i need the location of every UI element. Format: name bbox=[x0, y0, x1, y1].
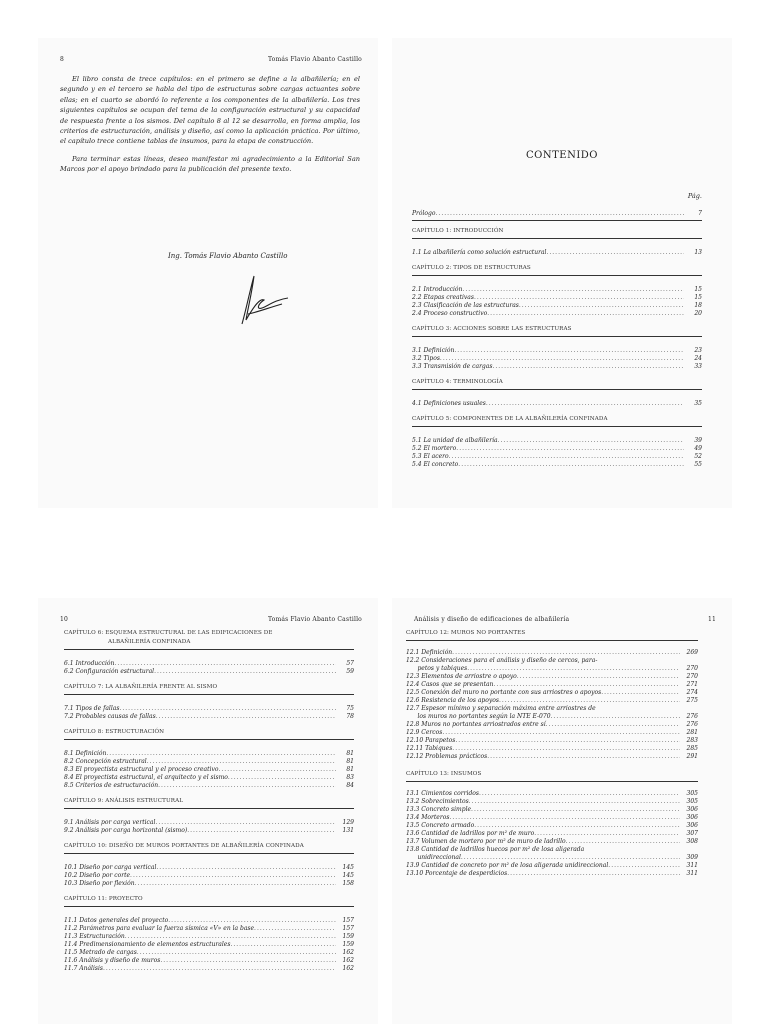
chapter-heading: CAPÍTULO 5: COMPONENTES DE LA ALBAÑILERÍA CONFINADA bbox=[412, 416, 608, 422]
divider bbox=[412, 426, 702, 427]
toc-entry bbox=[412, 347, 702, 355]
toc-entry bbox=[406, 689, 698, 697]
toc-entry bbox=[64, 660, 354, 668]
divider bbox=[64, 739, 354, 740]
toc-entry-label: 5.4 El concreto bbox=[412, 461, 459, 468]
toc-entry-page: 81 bbox=[346, 758, 354, 765]
toc-entry bbox=[64, 925, 354, 933]
toc-entry bbox=[64, 917, 354, 925]
toc-entry-page: 157 bbox=[342, 925, 354, 932]
toc-entry-page: 270 bbox=[686, 665, 698, 672]
toc-entry bbox=[64, 774, 354, 782]
toc-entry-page: 283 bbox=[686, 737, 698, 744]
toc-entry-label: 5.1 La unidad de albañilería bbox=[412, 437, 498, 444]
leader-dots bbox=[454, 347, 684, 355]
chapter-heading: CAPÍTULO 3: ACCIONES SOBRE LAS ESTRUCTURAS bbox=[412, 326, 572, 332]
leader-dots bbox=[551, 713, 680, 721]
divider bbox=[412, 220, 702, 221]
toc-entry-page: 24 bbox=[694, 355, 702, 362]
toc-entry bbox=[406, 737, 698, 745]
toc-entry-label: 13.8 Cantidad de ladrillos huecos por m² de losa aligerada bbox=[406, 846, 585, 853]
toc-entry bbox=[412, 437, 702, 445]
toc-entry-label: 12.2 Consideraciones para el análisis y diseño de cercos, para- bbox=[406, 657, 598, 664]
toc-entry bbox=[406, 745, 698, 753]
toc-entry bbox=[64, 819, 354, 827]
toc-entry-page: 276 bbox=[686, 713, 698, 720]
toc-entry-page: 291 bbox=[686, 753, 698, 760]
leader-dots bbox=[442, 729, 680, 737]
toc-entry-page: 145 bbox=[342, 872, 354, 879]
leader-dots bbox=[601, 689, 680, 697]
toc-entry bbox=[406, 806, 698, 814]
leader-dots bbox=[135, 880, 336, 888]
toc-entry bbox=[412, 355, 702, 363]
leader-dots bbox=[492, 363, 684, 371]
toc-entry-page: 269 bbox=[686, 649, 698, 656]
toc-entry-page: 57 bbox=[346, 660, 354, 667]
toc-entry bbox=[412, 294, 702, 302]
running-header: Análisis y diseño de edificaciones de albañilería bbox=[414, 616, 570, 623]
toc-entry: Prólogo ..... 7 bbox=[412, 210, 702, 218]
leader-dots bbox=[486, 400, 684, 408]
toc-entry-page: 35 bbox=[694, 400, 702, 407]
toc-entry bbox=[64, 758, 354, 766]
toc-entry-page: 271 bbox=[686, 681, 698, 688]
toc-entry bbox=[406, 705, 698, 713]
toc-entry-page: 275 bbox=[686, 697, 698, 704]
toc-entry-label: 8.2 Concepción estructural bbox=[64, 758, 147, 765]
toc-entry bbox=[64, 782, 354, 790]
leader-dots bbox=[230, 941, 336, 949]
toc-entry-page bbox=[588, 846, 698, 854]
toc-entry-page: 281 bbox=[686, 729, 698, 736]
toc-entry-label: 11.1 Datos generales del proyecto bbox=[64, 917, 169, 924]
toc-entry bbox=[412, 400, 702, 408]
chapter-heading: CAPÍTULO 2: TIPOS DE ESTRUCTURAS bbox=[412, 265, 531, 271]
leader-dots bbox=[228, 774, 336, 782]
toc-entry-label: 2.1 Introducción bbox=[412, 286, 463, 293]
page-column-label: Pág. bbox=[687, 192, 702, 200]
toc-entry bbox=[406, 790, 698, 798]
toc-entry-page: 145 bbox=[342, 864, 354, 871]
leader-dots bbox=[546, 721, 680, 729]
divider bbox=[64, 649, 354, 650]
leader-dots bbox=[474, 294, 684, 302]
toc-entry-label: 13.3 Concreto simple bbox=[406, 806, 472, 813]
page-number: 10 bbox=[60, 616, 69, 623]
toc-entry bbox=[406, 721, 698, 729]
leader-dots bbox=[456, 445, 684, 453]
toc-entry-label: 5.2 El mortero bbox=[412, 445, 457, 452]
leader-dots bbox=[467, 665, 680, 673]
toc-entry bbox=[64, 880, 354, 888]
toc-entry-page: 309 bbox=[686, 854, 698, 861]
preface-text bbox=[60, 74, 360, 182]
toc-entry-page: 307 bbox=[686, 830, 698, 837]
toc-entry-page: 13 bbox=[694, 249, 702, 256]
toc-entry-label: 10.3 Diseño por flexión bbox=[64, 880, 135, 887]
toc-entry-label: 8.1 Definición bbox=[64, 750, 107, 757]
chapter-heading-cont: ALBAÑILERÍA CONFINADA bbox=[108, 639, 191, 645]
toc-entry-label: 8.3 El proyectista estructural y el proceso creativo bbox=[64, 766, 219, 773]
chapter-heading: CAPÍTULO 4: TERMINOLOGÍA bbox=[412, 379, 503, 385]
toc-entry-page: 55 bbox=[694, 461, 702, 468]
toc-entry bbox=[406, 862, 698, 870]
divider bbox=[64, 694, 354, 695]
toc-entry bbox=[64, 705, 354, 713]
toc-entry-page: 305 bbox=[686, 798, 698, 805]
toc-entry-page: 78 bbox=[346, 713, 354, 720]
divider bbox=[406, 781, 698, 782]
toc-entry-label: 5.3 El acero bbox=[412, 453, 449, 460]
toc-entry-label: 11.5 Metrado de cargas bbox=[64, 949, 137, 956]
toc-entry-page: 162 bbox=[342, 965, 354, 972]
toc-entry bbox=[412, 310, 702, 318]
toc-entry-page: 59 bbox=[346, 668, 354, 675]
leader-dots bbox=[566, 838, 680, 846]
toc-entry-page: 306 bbox=[686, 806, 698, 813]
page-contents-1 bbox=[392, 38, 732, 508]
toc-entry-page: 81 bbox=[346, 766, 354, 773]
leader-dots bbox=[119, 705, 336, 713]
toc-entry-page: 159 bbox=[342, 941, 354, 948]
divider bbox=[64, 906, 354, 907]
toc-entry-label: 13.6 Cantidad de ladrillos por m² de muro bbox=[406, 830, 535, 837]
toc-entry-page: 52 bbox=[694, 453, 702, 460]
leader-dots bbox=[218, 766, 336, 774]
chapter-heading: CAPÍTULO 8: ESTRUCTURACIÓN bbox=[64, 729, 165, 735]
leader-dots bbox=[452, 649, 680, 657]
divider bbox=[412, 238, 702, 239]
toc-entry bbox=[64, 949, 354, 957]
leader-dots bbox=[507, 870, 680, 878]
toc-entry-label: 3.3 Transmisión de cargas bbox=[412, 363, 493, 370]
leader-dots bbox=[608, 862, 680, 870]
chapter-heading: CAPÍTULO 12: MUROS NO PORTANTES bbox=[406, 630, 526, 636]
toc-entry-page: 84 bbox=[346, 782, 354, 789]
toc-entry-label: los muros no portantes según la NTE E-070 bbox=[406, 713, 551, 720]
toc-entry-label: 13.2 Sobrecimientos bbox=[406, 798, 469, 805]
leader-dots bbox=[137, 949, 336, 957]
toc-entry bbox=[406, 838, 698, 846]
toc-entry-page: 162 bbox=[342, 957, 354, 964]
toc-entry-label: 12.1 Definición bbox=[406, 649, 453, 656]
toc-entry-page: 306 bbox=[686, 822, 698, 829]
chapter-heading: CAPÍTULO 11: PROYECTO bbox=[64, 896, 143, 902]
toc-entry bbox=[406, 729, 698, 737]
leader-dots bbox=[517, 673, 680, 681]
toc-entry-label: 2.2 Etapas creativas bbox=[412, 294, 474, 301]
leader-dots bbox=[130, 872, 336, 880]
leader-dots bbox=[546, 249, 684, 257]
toc-entry-page: 18 bbox=[694, 302, 702, 309]
leader-dots bbox=[449, 453, 684, 461]
toc-entry-page: 276 bbox=[686, 721, 698, 728]
leader-dots bbox=[158, 782, 336, 790]
toc-entry-page: 305 bbox=[686, 790, 698, 797]
chapter-heading: CAPÍTULO 10: DISEÑO DE MUROS PORTANTES DE ALBAÑILERÍA CONFINADA bbox=[64, 843, 304, 849]
toc-entry-page: 311 bbox=[686, 862, 698, 869]
leader-dots bbox=[487, 753, 680, 761]
toc-entry bbox=[406, 830, 698, 838]
toc-entry-label: 7.2 Probables causas de fallas bbox=[64, 713, 156, 720]
leader-dots bbox=[471, 806, 680, 814]
chapter-heading: CAPÍTULO 7: LA ALBAÑILERÍA FRENTE AL SISMO bbox=[64, 684, 218, 690]
toc-entry bbox=[406, 870, 698, 878]
toc-entry bbox=[406, 681, 698, 689]
toc-entry bbox=[412, 363, 702, 371]
toc-entry bbox=[412, 445, 702, 453]
toc-entry-page: 270 bbox=[686, 673, 698, 680]
toc-entry bbox=[412, 302, 702, 310]
toc-entry-label: 3.2 Tipos bbox=[412, 355, 440, 362]
toc-entry-label: 12.7 Espesor mínimo y separación máxima entre arriostres de bbox=[406, 705, 596, 712]
toc-entry-page: 131 bbox=[342, 827, 354, 834]
toc-entry-label: 13.1 Cimientos corridos bbox=[406, 790, 479, 797]
leader-dots bbox=[493, 681, 680, 689]
toc-entry-page: 308 bbox=[686, 838, 698, 845]
chapter-heading: CAPÍTULO 1: INTRODUCCIÓN bbox=[412, 228, 504, 234]
toc-entry bbox=[406, 846, 698, 854]
toc-entry-label: unidireccional bbox=[406, 854, 461, 861]
toc-entry bbox=[412, 461, 702, 469]
toc-entry-label: 12.11 Tabiques bbox=[406, 745, 453, 752]
leader-dots bbox=[125, 933, 336, 941]
toc-entry-label: 12.8 Muros no portantes arriostrados entre sí bbox=[406, 721, 546, 728]
toc-entry-page: 129 bbox=[342, 819, 354, 826]
toc-entry-page bbox=[601, 657, 698, 665]
toc-entry bbox=[64, 941, 354, 949]
toc-entry-label: 12.4 Casos que se presentan bbox=[406, 681, 494, 688]
toc-entry-label: 11.3 Estructuración bbox=[64, 933, 125, 940]
toc-entry-page: 20 bbox=[694, 310, 702, 317]
divider bbox=[64, 808, 354, 809]
toc-entry bbox=[64, 872, 354, 880]
divider bbox=[412, 275, 702, 276]
toc-entry bbox=[64, 957, 354, 965]
toc-entry-label: 10.2 Diseño por corte bbox=[64, 872, 131, 879]
toc-entry bbox=[406, 854, 698, 862]
toc-entry-label: 12.5 Conexión del muro no portante con sus arriostres o apoyos bbox=[406, 689, 602, 696]
leader-dots bbox=[147, 758, 336, 766]
toc-entry bbox=[412, 286, 702, 294]
leader-dots bbox=[461, 854, 680, 862]
running-header: Tomás Flavio Abanto Castillo bbox=[267, 56, 362, 63]
toc-entry-page: 83 bbox=[346, 774, 354, 781]
toc-entry-label: 13.9 Cantidad de concreto por m² de losa aligerada unidireccional bbox=[406, 862, 609, 869]
toc-entry-page: 23 bbox=[694, 347, 702, 354]
toc-entry-label: 2.3 Clasificación de las estructuras bbox=[412, 302, 519, 309]
divider bbox=[412, 389, 702, 390]
toc-entry bbox=[64, 864, 354, 872]
toc-entry-page: 33 bbox=[694, 363, 702, 370]
leader-dots bbox=[160, 957, 336, 965]
toc-entry bbox=[64, 668, 354, 676]
leader-dots bbox=[452, 745, 680, 753]
page-number: 8 bbox=[60, 56, 65, 63]
toc-entry bbox=[406, 753, 698, 761]
leader-dots bbox=[168, 917, 336, 925]
paragraph: Para terminar estas líneas, deseo manifestar mi agradecimiento a la Editorial San Marcos por el apoyo brindado para la publicación del presente texto. bbox=[60, 154, 360, 174]
divider bbox=[406, 640, 698, 641]
toc-entry-label: 12.3 Elementos de arriostre o apoyo bbox=[406, 673, 517, 680]
toc-entry-page bbox=[600, 705, 698, 713]
contents-title: CONTENIDO bbox=[526, 150, 598, 161]
toc-entry-page: 39 bbox=[694, 437, 702, 444]
toc-entry-label: 12.10 Parapetos bbox=[406, 737, 456, 744]
leader-dots bbox=[534, 830, 680, 838]
toc-entry-page: 274 bbox=[686, 689, 698, 696]
paragraph: El libro consta de trece capítulos: en el primero se define a la albañilería; en el segundo y en el tercero se habla del tipo de estructuras sobre cargas actuantes sobre ellas; en el cuarto se abordó lo referente a los componentes de la albañilería. Los tres siguientes capítulos se ocupan del tema de la configuración estructural y su capacidad de respuesta frente a los sismos. Del capítulo 8 al 12 se desarrolla, en forma amplia, los criterios de estructuración, análisis y diseño, así como la aplicación práctica. Por último, el capítulo trece contiene tablas de insumos, para la etapa de construcción. bbox=[60, 75, 360, 146]
leader-dots bbox=[440, 355, 684, 363]
toc-entry-label: 3.1 Definición bbox=[412, 347, 455, 354]
author-name: Ing. Tomás Flavio Abanto Castillo bbox=[168, 252, 288, 260]
leader-dots bbox=[487, 310, 684, 318]
toc-entry-page: 81 bbox=[346, 750, 354, 757]
toc-entry-label: 13.4 Morteros bbox=[406, 814, 450, 821]
leader-dots bbox=[114, 660, 336, 668]
leader-dots bbox=[469, 798, 680, 806]
chapter-heading: CAPÍTULO 13: INSUMOS bbox=[406, 771, 482, 777]
toc-entry-label: 8.5 Criterios de estructuración bbox=[64, 782, 159, 789]
running-header: Tomás Flavio Abanto Castillo bbox=[267, 616, 362, 623]
leader-dots bbox=[479, 790, 680, 798]
leader-dots bbox=[103, 965, 336, 973]
toc-entry-label: 2.4 Proceso constructivo bbox=[412, 310, 488, 317]
toc-entry bbox=[406, 665, 698, 673]
leader-dots bbox=[499, 697, 680, 705]
toc-entry-label: 1.1 La albañilería como solución estructural bbox=[412, 249, 547, 256]
leader-dots bbox=[449, 814, 680, 822]
toc-entry-page: 157 bbox=[342, 917, 354, 924]
toc-entry-label: 13.7 Volumen de mortero por m² de muro de ladrillo bbox=[406, 838, 566, 845]
toc-entry-page: 49 bbox=[694, 445, 702, 452]
leader-dots bbox=[156, 713, 336, 721]
page-11 bbox=[392, 598, 732, 1024]
toc-entry-page: 285 bbox=[686, 745, 698, 752]
toc-entry bbox=[406, 673, 698, 681]
leader-dots bbox=[498, 437, 684, 445]
leader-dots bbox=[156, 864, 336, 872]
toc-entry bbox=[412, 453, 702, 461]
toc-entry-label: 11.6 Análisis y diseño de muros bbox=[64, 957, 161, 964]
toc-entry-label: 8.4 El proyectista estructural, el arquitecto y el sismo bbox=[64, 774, 228, 781]
toc-entry-label: 11.7 Análisis bbox=[64, 965, 103, 972]
leader-dots bbox=[462, 286, 684, 294]
toc-entry-label: 4.1 Definiciones usuales bbox=[412, 400, 486, 407]
toc-entry-label: 9.1 Análisis por carga vertical bbox=[64, 819, 156, 826]
toc-entry bbox=[64, 933, 354, 941]
toc-entry-label: petos y tabiques bbox=[406, 665, 468, 672]
toc-entry bbox=[64, 965, 354, 973]
toc-entry-page: 306 bbox=[686, 814, 698, 821]
toc-entry-page: 158 bbox=[342, 880, 354, 887]
toc-entry-label: 12.6 Resistencia de los apoyos bbox=[406, 697, 499, 704]
leader-dots bbox=[474, 822, 680, 830]
toc-entry-label: 10.1 Diseño por carga vertical bbox=[64, 864, 157, 871]
toc-entry-page: 15 bbox=[694, 286, 702, 293]
page-number: 11 bbox=[707, 616, 716, 623]
leader-dots bbox=[106, 750, 336, 758]
leader-dots bbox=[519, 302, 684, 310]
toc-entry-page: 311 bbox=[686, 870, 698, 877]
leader-dots bbox=[155, 819, 336, 827]
toc-entry-page: 159 bbox=[342, 933, 354, 940]
toc-entry-label: 6.2 Configuración estructural bbox=[64, 668, 155, 675]
toc-entry-label: 9.2 Análisis por carga horizontal (sismo) bbox=[64, 827, 188, 834]
toc-entry-page: 15 bbox=[694, 294, 702, 301]
toc-entry-page: 162 bbox=[342, 949, 354, 956]
page-8 bbox=[38, 38, 378, 508]
toc-entry bbox=[64, 766, 354, 774]
toc-entry bbox=[406, 798, 698, 806]
toc-entry bbox=[64, 713, 354, 721]
toc-entry bbox=[64, 750, 354, 758]
toc-entry-label: 6.1 Introducción bbox=[64, 660, 115, 667]
leader-dots bbox=[254, 925, 336, 933]
toc-entry bbox=[406, 713, 698, 721]
toc-entry-page: 75 bbox=[346, 705, 354, 712]
toc-entry-label: 13.10 Porcentaje de desperdicios bbox=[406, 870, 508, 877]
toc-entry-label: 12.9 Cercos bbox=[406, 729, 443, 736]
chapter-heading: CAPÍTULO 9: ANÁLISIS ESTRUCTURAL bbox=[64, 798, 184, 804]
toc-entry bbox=[406, 657, 698, 665]
toc-entry bbox=[406, 697, 698, 705]
toc-entry-label: 11.4 Predimensionamiento de elementos estructurales bbox=[64, 941, 231, 948]
divider bbox=[412, 336, 702, 337]
toc-entry-label: 11.2 Parámetros para evaluar la fuerza sísmica «V» en la base bbox=[64, 925, 255, 932]
page-10 bbox=[38, 598, 378, 1024]
toc-entry bbox=[406, 649, 698, 657]
toc-entry-label: 12.12 Problemas prácticos bbox=[406, 753, 488, 760]
leader-dots bbox=[458, 461, 684, 469]
toc-entry bbox=[406, 822, 698, 830]
toc-entry bbox=[406, 814, 698, 822]
toc-entry bbox=[64, 827, 354, 835]
divider bbox=[64, 853, 354, 854]
toc-entry-label: 13.5 Concreto armado bbox=[406, 822, 475, 829]
toc-entry-label: 7.1 Tipos de fallas bbox=[64, 705, 120, 712]
leader-dots bbox=[187, 827, 336, 835]
leader-dots bbox=[455, 737, 680, 745]
signature-image bbox=[228, 270, 298, 330]
leader-dots bbox=[154, 668, 336, 676]
toc-entry bbox=[412, 249, 702, 257]
chapter-heading: CAPÍTULO 6: ESQUEMA ESTRUCTURAL DE LAS EDIFICACIONES DE bbox=[64, 630, 273, 636]
